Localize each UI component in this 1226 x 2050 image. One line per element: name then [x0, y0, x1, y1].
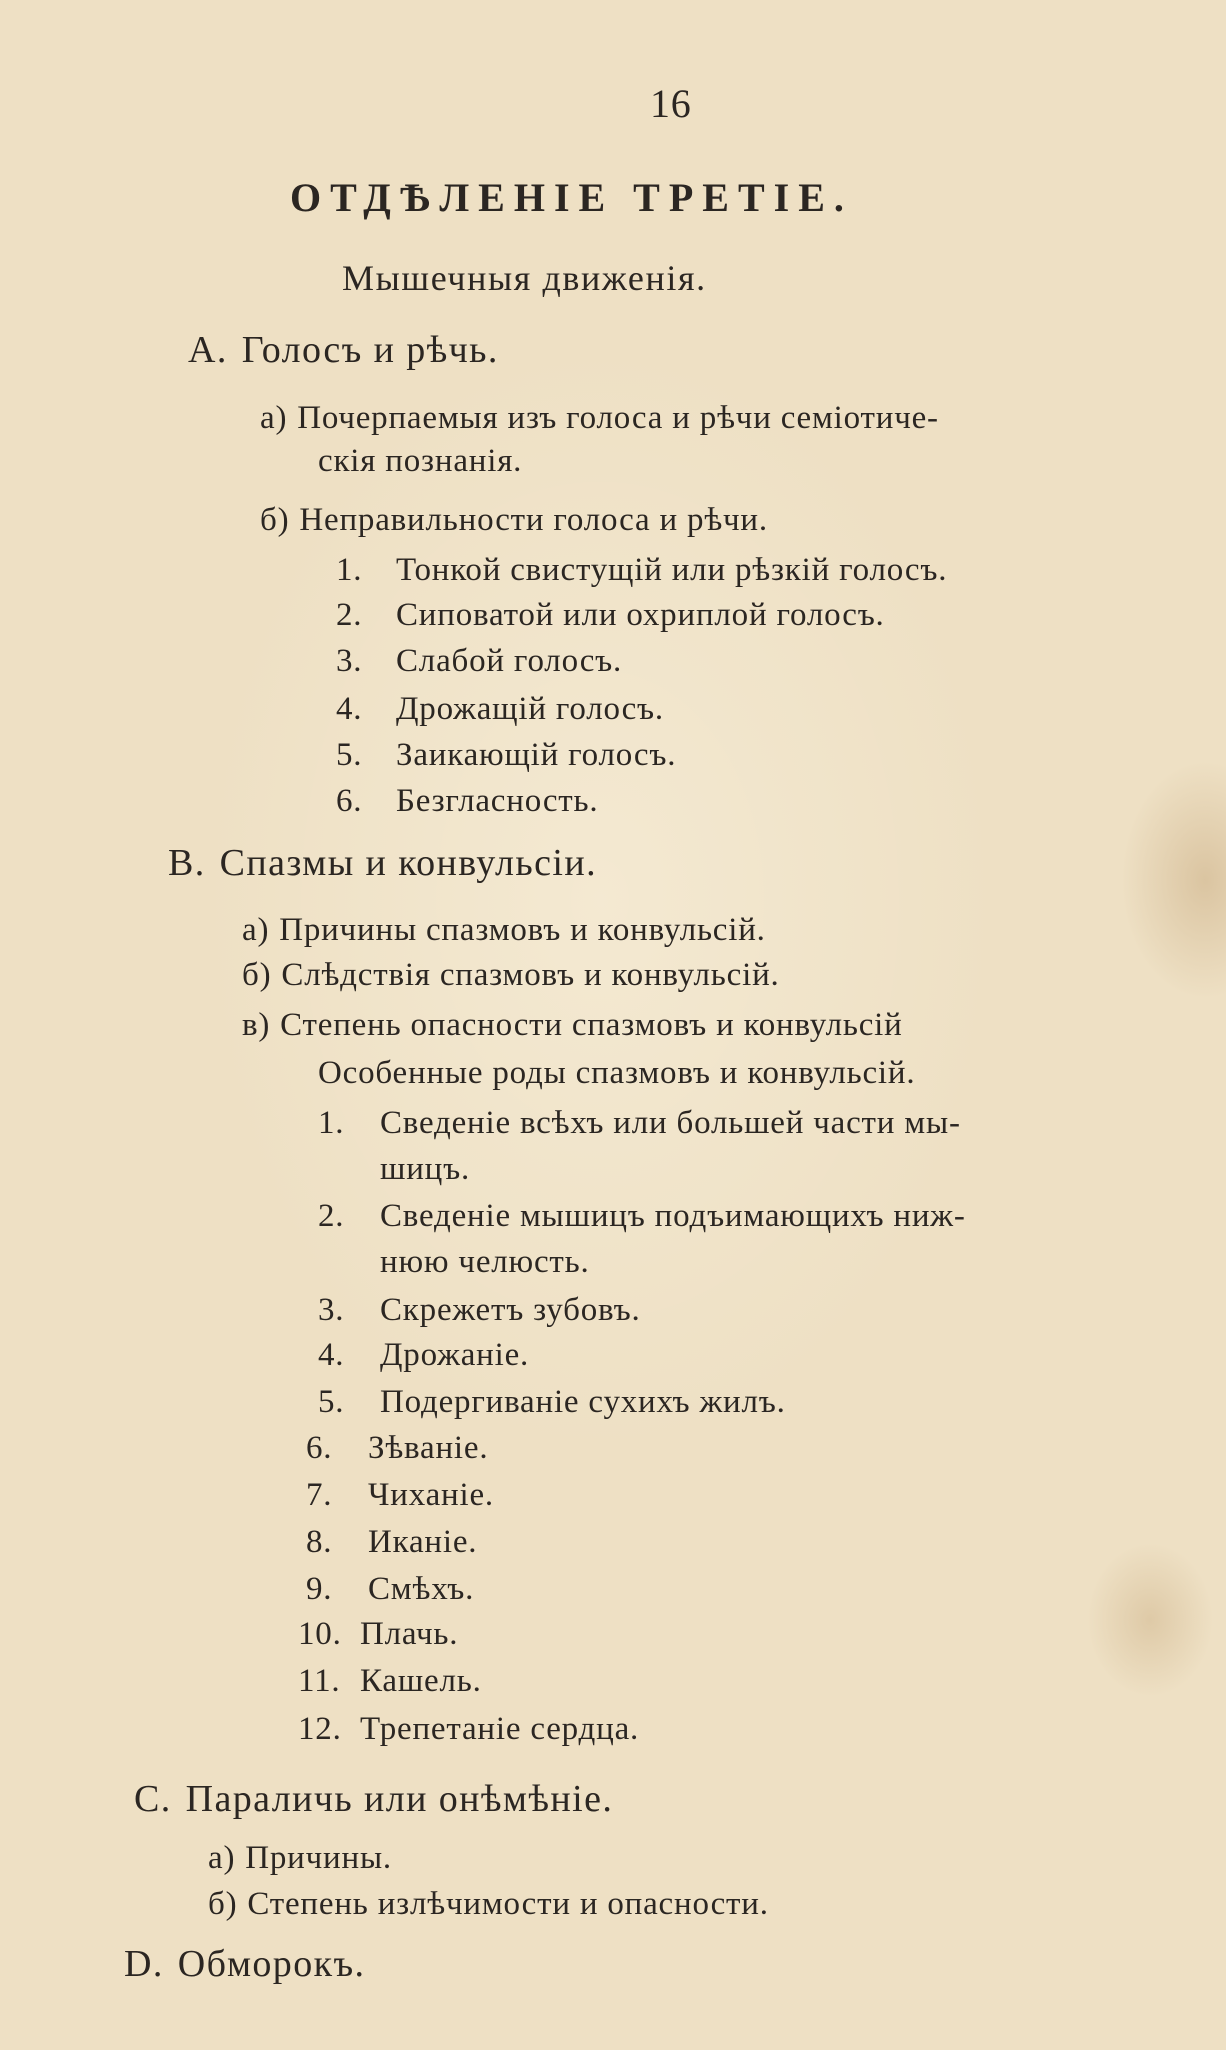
- section-c-item-a: [208, 1838, 392, 1878]
- list-item-number: 5.: [318, 1384, 345, 1420]
- list-item: [318, 1290, 641, 1330]
- section-heading-text: Обморокъ.: [177, 1943, 366, 1985]
- list-item-number: 12.: [298, 1711, 342, 1747]
- page-title: ОТДѢЛЕНІЕ ТРЕТІЕ.: [290, 175, 853, 220]
- list-item-text: Скрежетъ зубовъ.: [380, 1292, 641, 1328]
- list-item: [306, 1475, 494, 1515]
- section-heading-text: Голосъ и рѣчь.: [241, 329, 499, 371]
- list-item-number: 11.: [298, 1663, 341, 1699]
- list-item-number: 2.: [336, 597, 363, 633]
- item-marker: а): [242, 912, 270, 948]
- item-text: Степень излѣчимости и опасности.: [247, 1886, 769, 1922]
- list-item-number: 4.: [336, 691, 363, 727]
- list-item-number: 6.: [306, 1430, 333, 1466]
- section-marker: B.: [168, 842, 206, 884]
- section-c-item-b: [208, 1884, 769, 1924]
- section-b-heading: [168, 843, 597, 883]
- list-item-text: Сведеніе всѣхъ или большей части мы-: [380, 1105, 961, 1141]
- section-a-item-a: [260, 398, 939, 438]
- section-a-item-b: [260, 500, 768, 540]
- list-item: [298, 1709, 639, 1749]
- section-marker: C.: [134, 1778, 172, 1820]
- list-item: [336, 781, 598, 821]
- list-item-number: 3.: [318, 1292, 345, 1328]
- list-item-text: Иканіе.: [368, 1524, 478, 1560]
- item-marker: б): [208, 1886, 238, 1922]
- list-item-number: 8.: [306, 1524, 333, 1560]
- list-item: [336, 735, 676, 775]
- section-heading-text: Параличь или онѣмѣніе.: [185, 1778, 614, 1820]
- list-item-text: Сведеніе мышицъ подъимающихъ ниж-: [380, 1198, 966, 1234]
- item-text: Причины спазмовъ и конвульсій.: [279, 912, 766, 948]
- list-item: [336, 550, 947, 590]
- list-item-text: Слабой голосъ.: [396, 643, 623, 679]
- list-item: [306, 1569, 474, 1609]
- list-item: [298, 1661, 482, 1701]
- item-marker: а): [260, 400, 288, 436]
- list-item: [336, 689, 664, 729]
- list-item-continued: шицъ.: [380, 1151, 471, 1187]
- list-item: [306, 1428, 488, 1468]
- list-item-text: Сиповатой или охриплой голосъ.: [396, 597, 885, 633]
- section-heading-text: Спазмы и конвульсіи.: [219, 842, 597, 884]
- section-marker: A.: [188, 329, 228, 371]
- list-item-text: Подергиваніе сухихъ жилъ.: [380, 1384, 786, 1420]
- list-item-number: 1.: [318, 1105, 345, 1141]
- list-item: [318, 1382, 786, 1422]
- list-item-text: Трепетаніе сердца.: [360, 1711, 640, 1747]
- list-item-number: 6.: [336, 783, 363, 819]
- list-item-text: Смѣхъ.: [368, 1571, 475, 1607]
- section-b-item-b: [242, 955, 780, 995]
- list-item-number: 10.: [298, 1616, 342, 1652]
- section-b-item-c-continued: Особенные роды спазмовъ и конвульсій.: [318, 1055, 916, 1091]
- list-item-number: 2.: [318, 1198, 345, 1234]
- list-item-text: Тонкой свистущій или рѣзкій голосъ.: [396, 552, 948, 588]
- list-item: [306, 1522, 477, 1562]
- item-text: Слѣдствія спазмовъ и конвульсій.: [281, 957, 780, 993]
- item-text: Степень опасности спазмовъ и конвульсій: [280, 1007, 903, 1043]
- section-d-heading: [124, 1944, 365, 1984]
- list-item-number: 1.: [336, 552, 363, 588]
- item-marker: а): [208, 1840, 236, 1876]
- list-item-text: Заикающій голосъ.: [396, 737, 677, 773]
- list-item-text: Кашель.: [360, 1663, 482, 1699]
- list-item: [318, 1335, 529, 1375]
- page-number: 16: [650, 81, 692, 126]
- section-c-heading: [134, 1779, 613, 1819]
- list-item-continued: нюю челюсть.: [380, 1244, 590, 1280]
- list-item-number: 4.: [318, 1337, 345, 1373]
- section-a-item-a-continued: скія познанія.: [318, 443, 523, 479]
- list-item: [318, 1103, 961, 1143]
- item-text: Причины.: [245, 1840, 392, 1876]
- section-a-heading: [188, 330, 499, 370]
- list-item-number: 7.: [306, 1477, 333, 1513]
- list-item-text: Чиханіе.: [368, 1477, 494, 1513]
- list-item-text: Зѣваніе.: [368, 1430, 489, 1466]
- page-subtitle: Мышечныя движенія.: [342, 258, 707, 298]
- list-item-number: 3.: [336, 643, 363, 679]
- item-marker: б): [260, 502, 290, 538]
- list-item-text: Безгласность.: [396, 783, 599, 819]
- list-item-number: 5.: [336, 737, 363, 773]
- list-item-number: 9.: [306, 1571, 333, 1607]
- list-item: [336, 641, 622, 681]
- item-marker: в): [242, 1007, 271, 1043]
- item-text: Неправильности голоса и рѣчи.: [299, 502, 768, 538]
- section-b-item-a: [242, 910, 766, 950]
- list-item: [298, 1614, 458, 1654]
- list-item: [336, 595, 885, 635]
- item-text: Почерпаемыя изъ голоса и рѣчи семіотиче-: [297, 400, 939, 436]
- section-marker: D.: [124, 1943, 164, 1985]
- section-b-item-c: [242, 1005, 903, 1045]
- item-marker: б): [242, 957, 272, 993]
- list-item-text: Дрожащій голосъ.: [396, 691, 664, 727]
- list-item-text: Дрожаніе.: [380, 1337, 530, 1373]
- list-item-text: Плачь.: [360, 1616, 459, 1652]
- list-item: [318, 1196, 966, 1236]
